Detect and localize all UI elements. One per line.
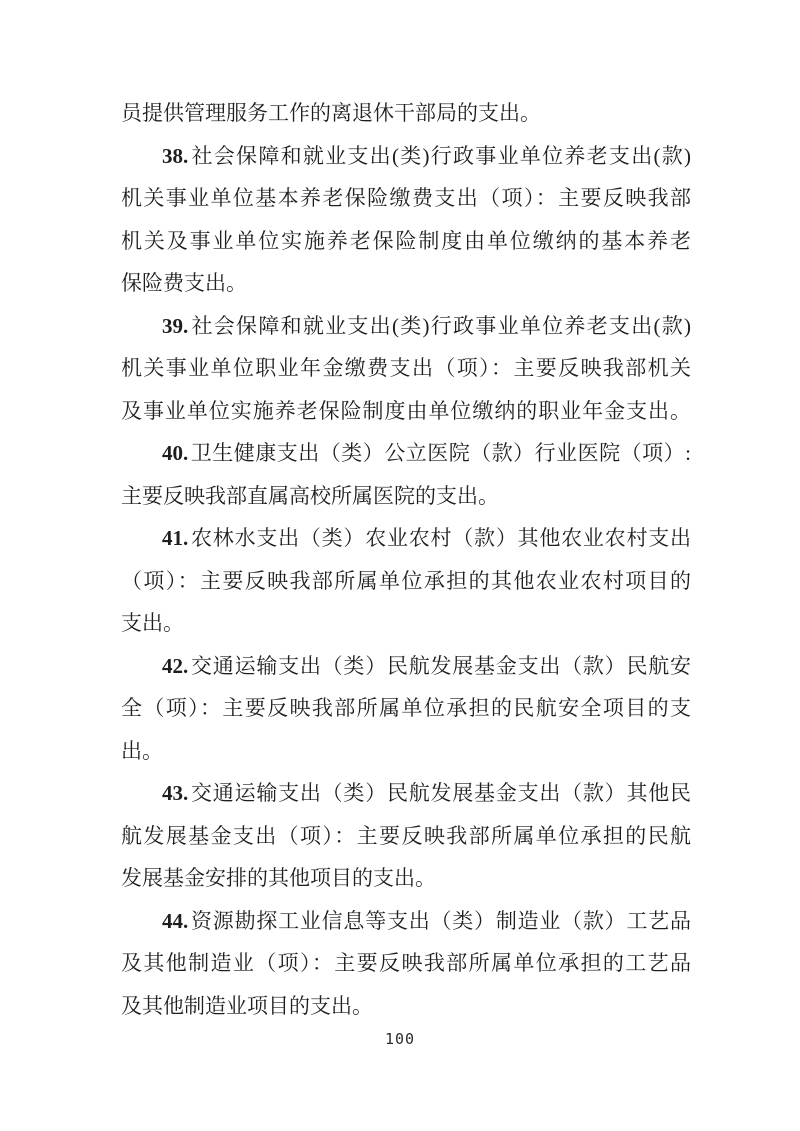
line-text: 交通运输支出（类）民航发展基金支出（款）其他民	[190, 781, 691, 805]
text-line	[121, 92, 691, 135]
page-number: 100	[384, 1030, 416, 1048]
text-line	[121, 942, 691, 985]
text-line	[121, 347, 691, 390]
text-line	[121, 262, 691, 305]
text-line	[121, 517, 691, 560]
paragraph-number: 38.	[162, 143, 189, 168]
text-line	[121, 432, 691, 475]
paragraph-number: 43.	[162, 781, 189, 805]
text-line	[121, 390, 691, 433]
line-text: 及其他制造业（项）：主要反映我部所属单位承担的工艺品	[121, 951, 691, 975]
text-line	[121, 560, 691, 603]
paragraph-number: 39.	[162, 313, 189, 338]
text-line	[121, 772, 691, 815]
paragraph-number: 41.	[162, 526, 189, 550]
line-text: 保险费支出。	[121, 271, 247, 295]
line-text: 社会保障和就业支出(类)行政事业单位养老支出(款)	[190, 313, 691, 338]
line-text: 出。	[121, 738, 163, 763]
text-line	[121, 815, 691, 858]
line-text: 农林水支出（类）农业农村（款）其他农业农村支出	[190, 526, 691, 550]
text-line	[121, 135, 691, 178]
line-text: 社会保障和就业支出(类)行政事业单位养老支出(款)	[190, 143, 691, 168]
line-text: 发展基金安排的其他项目的支出。	[121, 866, 436, 890]
text-line	[121, 985, 691, 1028]
line-text: 机关事业单位基本养老保险缴费支出（项）：主要反映我部	[121, 186, 691, 210]
text-line	[121, 602, 691, 645]
paragraph-number: 44.	[162, 908, 189, 933]
text-line	[121, 900, 691, 943]
line-text: 及其他制造业项目的支出。	[121, 993, 373, 1018]
text-line	[121, 857, 691, 900]
line-text: 机关事业单位职业年金缴费支出（项）：主要反映我部机关	[121, 356, 691, 380]
text-line	[121, 687, 691, 730]
text-block	[121, 92, 691, 1027]
line-text: 交通运输支出（类）民航发展基金支出（款）民航安	[190, 653, 691, 678]
paragraph-number: 42.	[162, 653, 189, 678]
line-text: 卫生健康支出（类）公立医院（款）行业医院（项）:	[190, 441, 691, 465]
text-line	[121, 475, 691, 518]
line-text: 主要反映我部直属高校所属医院的支出。	[121, 483, 499, 508]
text-line	[121, 305, 691, 348]
text-line	[121, 177, 691, 220]
line-text: 航发展基金支出（项）：主要反映我部所属单位承担的民航	[121, 823, 691, 848]
line-text: 全（项）：主要反映我部所属单位承担的民航安全项目的支	[121, 696, 691, 720]
line-text: 员提供管理服务工作的离退休干部局的支出。	[121, 101, 541, 125]
text-line	[121, 730, 691, 773]
paragraph-number: 40.	[162, 441, 189, 465]
line-text: 及事业单位实施养老保险制度由单位缴纳的职业年金支出。	[121, 398, 691, 423]
text-line	[121, 645, 691, 688]
line-text: 支出。	[121, 611, 184, 635]
line-text: 机关及事业单位实施养老保险制度由单位缴纳的基本养老	[121, 228, 691, 253]
text-line	[121, 220, 691, 263]
line-text: （项）：主要反映我部所属单位承担的其他农业农村项目的	[121, 568, 691, 593]
line-text: 资源勘探工业信息等支出（类）制造业（款）工艺品	[190, 908, 691, 933]
